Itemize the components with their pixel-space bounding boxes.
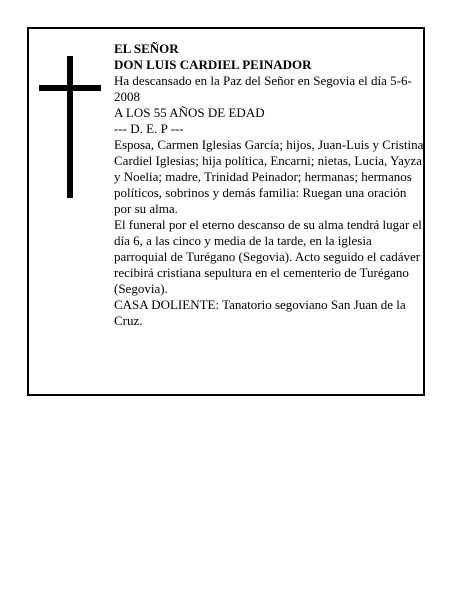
casa-doliente: CASA DOLIENTE: Tanatorio segoviano San Juan de la Cruz. xyxy=(114,297,406,328)
cross-vertical-bar xyxy=(67,56,73,198)
rip-line: --- D. E. P --- xyxy=(114,121,184,136)
funeral-paragraph: El funeral por el eterno descanso de su alma tendrá lugar el día 6, a las cinco y media de la tarde, en la iglesia parroquial de Turégano (Segovia). Acto seguido el cadáver recibirá cristiana sepultura en el cementerio de Turégano (Segovia). xyxy=(114,217,422,296)
age-line: A LOS 55 AÑOS DE EDAD xyxy=(114,105,265,120)
cross-horizontal-bar xyxy=(39,85,101,91)
obituary-notice xyxy=(27,27,425,396)
title-line: EL SEÑOR xyxy=(114,41,179,56)
cross-icon xyxy=(39,56,101,198)
death-statement: Ha descansado en la Paz del Señor en Segovia el día 5-6-2008 xyxy=(114,73,412,104)
family-paragraph: Esposa, Carmen Iglesias García; hijos, Juan-Luis y Cristina Cardiel Iglesias; hija política, Encarni; nietas, Lucia, Yayza y Noelia; madre, Trinidad Peinador; hermanas; hermanos políticos, sobrinos y demás familia: Ruegan una oración por su alma. xyxy=(114,137,424,216)
notice-text xyxy=(114,41,426,329)
deceased-name: DON LUIS CARDIEL PEINADOR xyxy=(114,57,312,72)
